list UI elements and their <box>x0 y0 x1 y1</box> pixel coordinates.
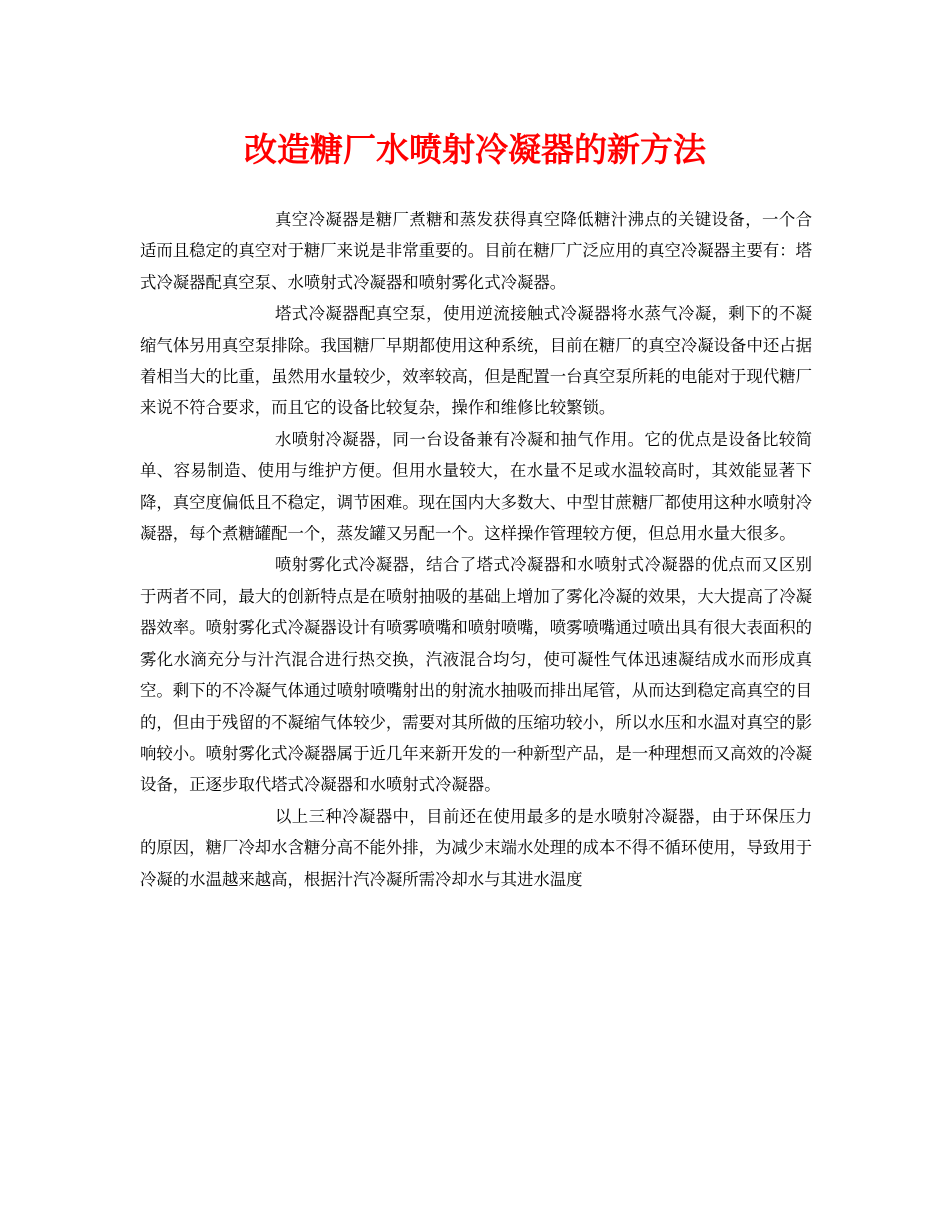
paragraph-2: 塔式冷凝器配真空泵，使用逆流接触式冷凝器将水蒸气冷凝，剩下的不凝缩气体另用真空泵排除。我国糖厂早期都使用这种系统，目前在糖厂的真空冷凝设备中还占据着相当大的比重，虽然用水量较少，效率较高，但是配置一台真空泵所耗的电能对于现代糖厂来说不符合要求，而且它的设备比较复杂，操作和维修比较繁锁。 <box>140 304 813 418</box>
paragraph-3: 水喷射冷凝器，同一台设备兼有冷凝和抽气作用。它的优点是设备比较简单、容易制造、使用与维护方便。但用水量较大，在水量不足或水温较高时，其效能显著下降，真空度偏低且不稳定，调节困难。现在国内大多数大、中型甘蔗糖厂都使用这种水喷射冷凝器，每个煮糖罐配一个，蒸发罐又另配一个。这样操作管理较方便，但总用水量大很多。 <box>140 429 813 544</box>
paragraph-5: 以上三种冷凝器中，目前还在使用最多的是水喷射冷凝器，由于环保压力的原因，糖厂冷却水含糖分高不能外排，为减少末端水处理的成本不得不循环使用，导致用于冷凝的水温越来越高，根据汁汽冷凝所需冷却水与其进水温度 <box>140 806 813 889</box>
document-body <box>140 204 812 895</box>
paragraph-4: 喷射雾化式冷凝器，结合了塔式冷凝器和水喷射式冷凝器的优点而又区别于两者不同，最大的创新特点是在喷射抽吸的基础上增加了雾化冷凝的效果，大大提高了冷凝器效率。喷射雾化式冷凝器设计有喷雾喷嘴和喷射喷嘴，喷雾喷嘴通过喷出具有很大表面积的雾化水滴充分与汁汽混合进行热交换，汽液混合均匀，使可凝性气体迅速凝结成水而形成真空。剩下的不冷凝气体通过喷射喷嘴射出的射流水抽吸而排出尾管，从而达到稳定高真空的目的，但由于残留的不凝缩气体较少，需要对其所做的压缩功较小，所以水压和水温对真空的影响较小。喷射雾化式冷凝器属于近几年来新开发的一种新型产品，是一种理想而又高效的冷凝设备，正逐步取代塔式冷凝器和水喷射式冷凝器。 <box>140 555 813 795</box>
document-title: 改造糖厂水喷射冷凝器的新方法 <box>244 130 706 169</box>
paragraph-1: 真空冷凝器是糖厂煮糖和蒸发获得真空降低糖汁沸点的关键设备，一个合适而且稳定的真空对于糖厂来说是非常重要的。目前在糖厂广泛应用的真空冷凝器主要有：塔式冷凝器配真空泵、水喷射式冷凝器和喷射雾化式冷凝器。 <box>140 210 813 292</box>
